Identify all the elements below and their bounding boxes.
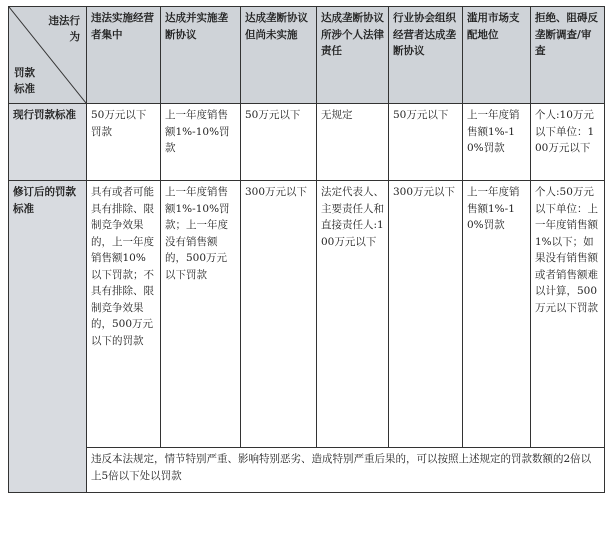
column-header: 违法实施经营者集中 [87,7,161,104]
row-header: 修订后的罚款标准 [9,181,87,493]
table-cell: 无规定 [317,104,389,181]
table-cell: 50万元以下 [389,104,463,181]
table-cell: 个人:50万元以下单位：上一年度销售额1%以下；如果没有销售额或者销售额难以计算，500万元以下罚款 [531,181,605,448]
table-row-current [9,104,605,181]
table-cell: 法定代表人、主要责任人和直接责任人:100万元以下 [317,181,389,448]
table-cell: 上一年度销售额1%-10%罚款 [463,181,531,448]
corner-bottom-label: 罚款标准 [14,67,35,95]
column-header: 达成并实施垄断协议 [161,7,241,104]
table-cell: 300万元以下 [241,181,317,448]
row-header: 现行罚款标准 [9,104,87,181]
table-cell: 300万元以下 [389,181,463,448]
column-header: 拒绝、阻碍反垄断调查/审查 [531,7,605,104]
column-header: 行业协会组织经营者达成垄断协议 [389,7,463,104]
column-header: 达成垄断协议所涉个人法律责任 [317,7,389,104]
table-cell: 50万元以下罚款 [87,104,161,181]
table-cell: 上一年度销售额1%-10%罚款；上一年度没有销售额的，500万元以下罚款 [161,181,241,448]
footnote-cell: 违反本法规定，情节特别严重、影响特别恶劣、造成特别严重后果的，可以按照上述规定的罚款数额的2倍以上5倍以下处以罚款 [87,448,605,493]
table-cell: 具有或者可能具有排除、限制竞争效果的，上一年度销售额10%以下罚款；不具有排除、限制竞争效果的，500万元以下的罚款 [87,181,161,448]
table-cell: 上一年度销售额1%-10%罚款 [161,104,241,181]
column-header: 滥用市场支配地位 [463,7,531,104]
header-row [9,7,605,104]
penalty-comparison-table [8,6,605,493]
table-cell: 上一年度销售额1%-10%罚款 [463,104,531,181]
footnote-row [9,448,605,493]
corner-top-label: 违法行为 [48,15,80,43]
table-cell: 50万元以下 [241,104,317,181]
table-cell: 个人:10万元以下单位：100万元以下 [531,104,605,181]
column-header: 达成垄断协议但尚未实施 [241,7,317,104]
corner-header-cell [9,7,87,104]
table-row-revised [9,181,605,448]
